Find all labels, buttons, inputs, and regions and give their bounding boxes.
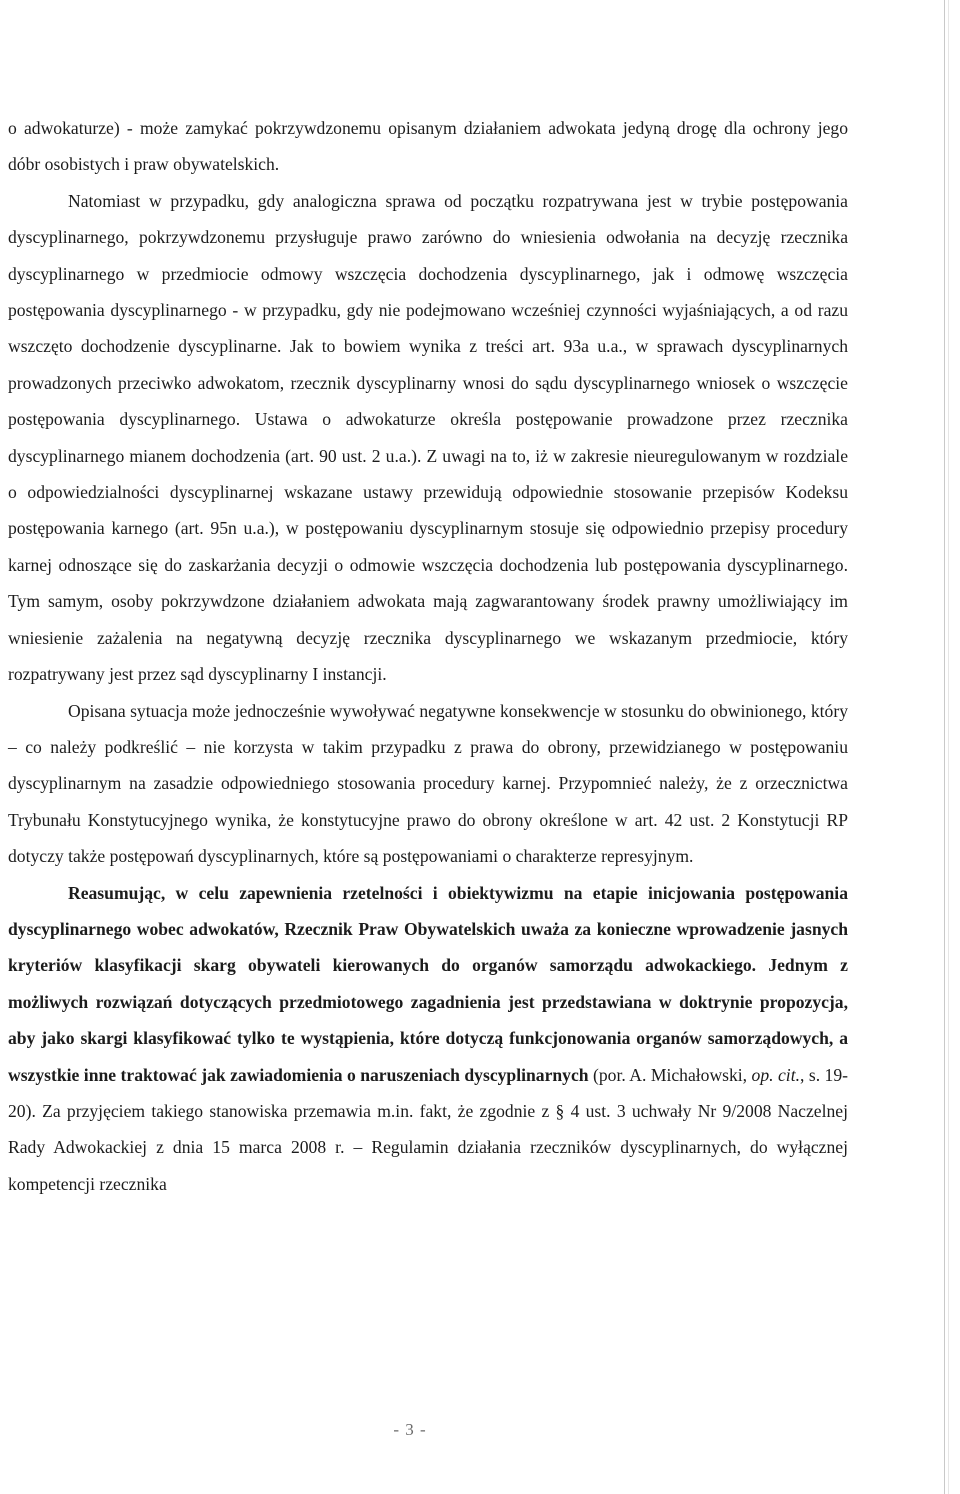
- page-number: - 3 -: [393, 1420, 427, 1439]
- paragraph-4-citation-start: (por. A. Michałowski,: [588, 1064, 752, 1085]
- document-body: [8, 110, 848, 1202]
- paragraph-4: [8, 875, 848, 1203]
- paragraph-4-rest: , s. 19-20). Za przyjęciem takiego stanowiska przemawia m.in. fakt, że zgodnie z § 4 ust. 3 uchwały Nr 9/2008 Naczelnej Rady Adwokackiej z dnia 15 marca 2008 r. – Regulamin działania rzeczników dyscyplinarnych, do wyłącznej kompetencji rzecznika: [8, 1064, 849, 1194]
- page-edge-line: [944, 0, 945, 1494]
- paragraph-1: o adwokaturze) - może zamykać pokrzywdzonemu opisanym działaniem adwokata jedyną drogę dla ochrony jego dóbr osobistych i praw obywatelskich.: [8, 118, 848, 175]
- paragraph-2: Natomiast w przypadku, gdy analogiczna sprawa od początku rozpatrywana jest w trybie postępowania dyscyplinarnego, pokrzywdzonemu przysługuje prawo zarówno do wniesienia odwołania na decyzję rzecznika dyscyplinarnego w przedmiocie odmowy wszczęcia dochodzenia dyscyplinarnego, jak i odmowę wszczęcia postępowania dyscyplinarnego - w przypadku, gdy nie podejmowano wcześniej czynności wyjaśniających, a od razu wszczęto dochodzenie dyscyplinarne. Jak to bowiem wynika z treści art. 93a u.a., w sprawach dyscyplinarnych prowadzonych przeciwko adwokatom, rzecznik dyscyplinarny wnosi do sądu dyscyplinarnego wniosek o wszczęcie postępowania dyscyplinarnego. Ustawa o adwokaturze określa postępowanie prowadzone przez rzecznika dyscyplinarnego mianem dochodzenia (art. 90 ust. 2 u.a.). Z uwagi na to, iż w zakresie nieuregulowanym w rozdziale o odpowiedzialności dyscyplinarnej wskazane ustawy przewidują odpowiednie stosowanie przepisów Kodeksu postępowania karnego (art. 95n u.a.), w postępowaniu dyscyplinarnym stosuje się odpowiednio przepisy procedury karnej odnoszące się do zaskarżania decyzji o odmowie wszczęcia dochodzenia lub postępowania dyscyplinarnego. Tym samym, osoby pokrzywdzone działaniem adwokata mają zagwarantowany środek prawny umożliwiający im wniesienie zażalenia na negatywną decyzję rzecznika dyscyplinarnego we wskazanym przedmiocie, który rozpatrywany jest przez sąd dyscyplinarny I instancji.: [8, 190, 848, 685]
- paragraph-3: Opisana sytuacja może jednocześnie wywoływać negatywne konsekwencje w stosunku do obwinionego, który – co należy podkreślić – nie korzysta w takim przypadku z prawa do obrony, przewidzianego w postępowaniu dyscyplinarnym na zasadzie odpowiedniego stosowania procedury karnej. Przypomnieć należy, że z orzecznictwa Trybunału Konstytucyjnego wynika, że konstytucyjne prawo do obrony określone w art. 42 ust. 2 Konstytucji RP dotyczy także postępowań dyscyplinarnych, które są postępowaniami o charakterze represyjnym.: [8, 700, 848, 867]
- page-edge-line-inner: [948, 0, 949, 1494]
- paragraph-4-citation-italic: op. cit.: [751, 1064, 800, 1085]
- paragraph-4-bold: Reasumując, w celu zapewnienia rzetelności i obiektywizmu na etapie inicjowania postępowania dyscyplinarnego wobec adwokatów, Rzecznik Praw Obywatelskich uważa za konieczne wprowadzenie jasnych kryteriów klasyfikacji skarg obywateli kierowanych do organów samorządu adwokackiego. Jednym z możliwych rozwiązań dotyczących przedmiotowego zagadnienia jest przedstawiana w doktrynie propozycja, aby jako skargi klasyfikować tylko te wystąpienia, które dotyczą funkcjonowania organów samorządowych, a wszystkie inne traktować jak zawiadomienia o naruszeniach dyscyplinarnych: [8, 882, 848, 1085]
